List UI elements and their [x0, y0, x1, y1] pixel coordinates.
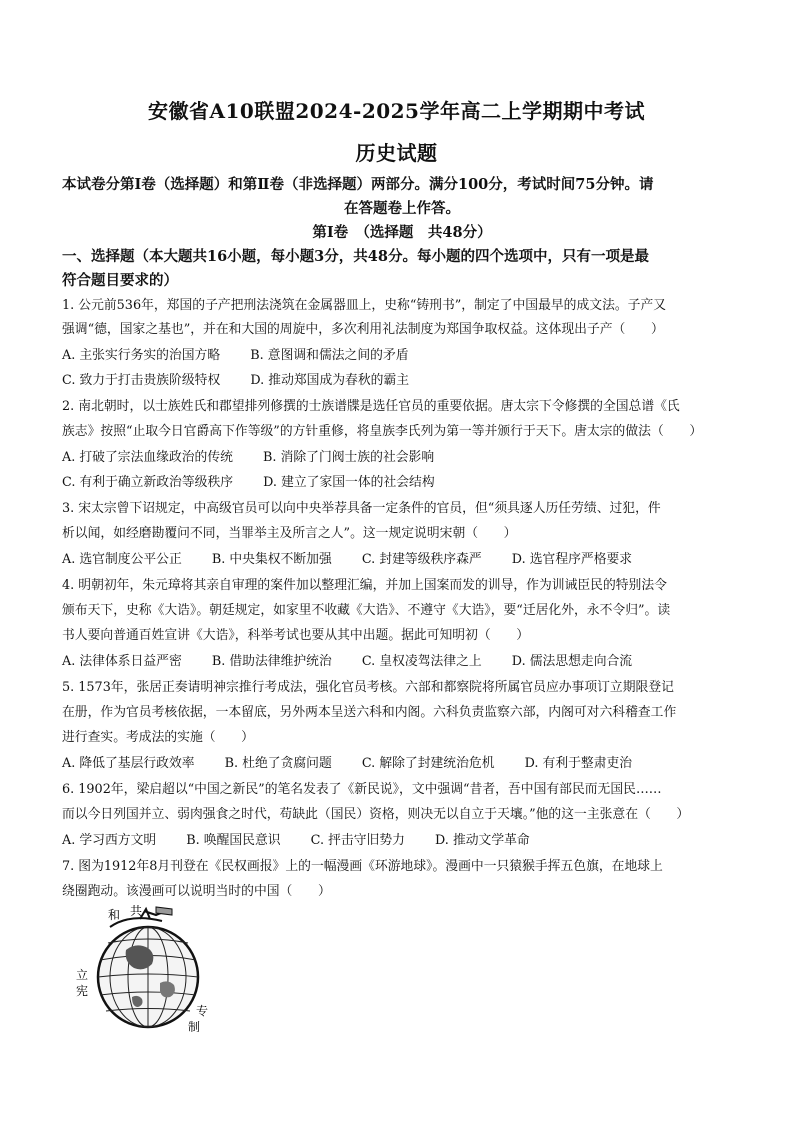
option-c: C. 有利于确立新政治等级秩序	[62, 475, 234, 490]
question-4-line-2: 颁布天下，史称《大诰》。朝廷规定，如家里不收藏《大诰》、不遵守《大诰》，要“迁居化外，永不令归”。读	[62, 603, 671, 618]
question-6-options-row-1	[62, 831, 752, 851]
question-1-line-1: 1. 公元前536年，郑国的子产把刑法浇筑在金属器皿上，史称“铸刑书”，制定了中国最早的成文法。子产又	[62, 298, 667, 313]
part-heading-line-1: 一、选择题（本大题共16小题，每小题3分，共48分。每小题的四个选项中，只有一项是最	[62, 248, 649, 265]
question-5-line-2: 在册，作为官员考核依据，一本留底，另外两本呈送六科和内阁。六科负责监察六部，内阁可对六科稽查工作	[62, 705, 677, 720]
part-heading-line-2: 符合题目要求的）	[62, 272, 178, 289]
question-4-line-1: 4. 明朝初年，朱元璋将其亲自审理的案件加以整理汇编，并加上国案而发的训导，作为训诫臣民的特别法令	[62, 578, 667, 593]
option-a: A. 降低了基层行政效率	[62, 756, 195, 771]
question-1-options-row-2	[62, 371, 752, 391]
option-d: D. 推动文学革命	[435, 833, 530, 848]
question-3-line-1: 3. 宋太宗曾下诏规定，中高级官员可以向中央举荐具备一定条件的官员，但“须具逐人历任劳绩、过犯，件	[62, 501, 661, 516]
cartoon-label-gong: 共	[130, 905, 143, 918]
option-a: A. 法律体系日益严密	[62, 654, 182, 669]
option-d: D. 推动郑国成为春秋的霸主	[250, 373, 410, 388]
cartoon-label-li: 立	[76, 968, 89, 982]
intro-line-2: 在答题卷上作答。	[344, 200, 460, 217]
question-2-options-row-1	[62, 448, 752, 468]
option-a: A. 选官制度公平公正	[62, 552, 182, 567]
option-a: A. 主张实行务实的治国方略	[62, 348, 221, 363]
option-a: A. 打破了宗法血缘政治的传统	[62, 450, 233, 465]
question-3-options-row-1	[62, 550, 752, 570]
question-4-options-row-1	[62, 652, 752, 672]
intro-line-1: 本试卷分第Ⅰ卷（选择题）和第Ⅱ卷（非选择题）两部分。满分100分，考试时间75分钟。请	[62, 176, 654, 193]
option-d: D. 建立了家国一体的社会结构	[263, 475, 435, 490]
option-d: D. 有利于整肃吏治	[524, 756, 633, 771]
question-5-options-row-1	[62, 754, 752, 774]
option-b: B. 杜绝了贪腐问题	[224, 756, 332, 771]
option-a: A. 学习西方文明	[62, 833, 157, 848]
option-b: B. 中央集权不断加强	[211, 552, 332, 567]
option-b: B. 唤醒国民意识	[186, 833, 281, 848]
option-c: C. 封建等级秩序森严	[361, 552, 482, 567]
cartoon-label-xian: 宪	[76, 984, 89, 998]
option-b: B. 消除了门阀士族的社会影响	[263, 450, 435, 465]
globe-cartoon-image	[70, 905, 220, 1035]
option-d: D. 选官程序严格要求	[511, 552, 633, 567]
question-1-line-2: 强调“德，国家之基也”，并在和大国的周旋中，多次利用礼法制度为郑国争取权益。这体现出子产（ ）	[62, 322, 664, 337]
question-6-line-2: 而以今日列国并立、弱肉强食之时代，苟缺此（国民）资格，则决无以自立于天壤。”他的这一主张意在（ ）	[62, 807, 690, 822]
section-title: 第Ⅰ卷 （选择题 共48分）	[312, 224, 492, 241]
exam-title: 安徽省A10联盟2024-2025学年高二上学期期中考试	[148, 99, 645, 123]
question-5-line-1: 5. 1573年，张居正奏请明神宗推行考成法，强化官员考核。六部和都察院将所属官员应办事项订立期限登记	[62, 680, 674, 695]
option-b: B. 借助法律维护统治	[211, 654, 332, 669]
question-2-line-1: 2. 南北朝时，以士族姓氏和郡望排列修撰的士族谱牒是选任官员的重要依据。唐太宗下令修撰的全国总谱《氏	[62, 399, 680, 414]
question-2-options-row-2	[62, 473, 752, 493]
question-4-line-3: 书人要向普通百姓宣讲《大诰》，科举考试也要从其中出题。据此可知明初（ ）	[62, 628, 530, 643]
cartoon-label-zhuan: 专	[196, 1004, 209, 1018]
option-c: C. 皇权凌驾法律之上	[361, 654, 482, 669]
cartoon-label-he: 和	[108, 908, 121, 922]
exam-subtitle: 历史试题	[355, 141, 438, 165]
question-6-line-1: 6. 1902年，梁启超以“中国之新民”的笔名发表了《新民说》，文中强调“昔者，吾中国有部民而无国民……	[62, 782, 662, 797]
option-d: D. 儒法思想走向合流	[511, 654, 633, 669]
question-7-line-1: 7. 图为1912年8月刊登在《民权画报》上的一幅漫画《环游地球》。漫画中一只猿猴手挥五色旗，在地球上	[62, 859, 663, 874]
question-3-line-2: 析以闻，如经磨勘覆问不同，当罪举主及所言之人”。这一规定说明宋朝（ ）	[62, 526, 517, 541]
option-c: C. 致力于打击贵族阶级特权	[62, 373, 221, 388]
option-c: C. 抨击守旧势力	[310, 833, 405, 848]
question-1-options-row-1	[62, 346, 752, 366]
question-5-line-3: 进行查实。考成法的实施（ ）	[62, 730, 254, 745]
option-c: C. 解除了封建统治危机	[361, 756, 495, 771]
cartoon-figure	[70, 905, 220, 1055]
question-7-line-2: 绕圈跑动。该漫画可以说明当时的中国（ ）	[62, 884, 331, 899]
option-b: B. 意图调和儒法之间的矛盾	[250, 348, 409, 363]
cartoon-label-zhi: 制	[188, 1020, 201, 1034]
question-2-line-2: 族志》按照“止取今日官爵高下作等级”的方针重修，将皇族李氏列为第一等并颁行于天下。唐太宗的做法（ ）	[62, 424, 703, 439]
